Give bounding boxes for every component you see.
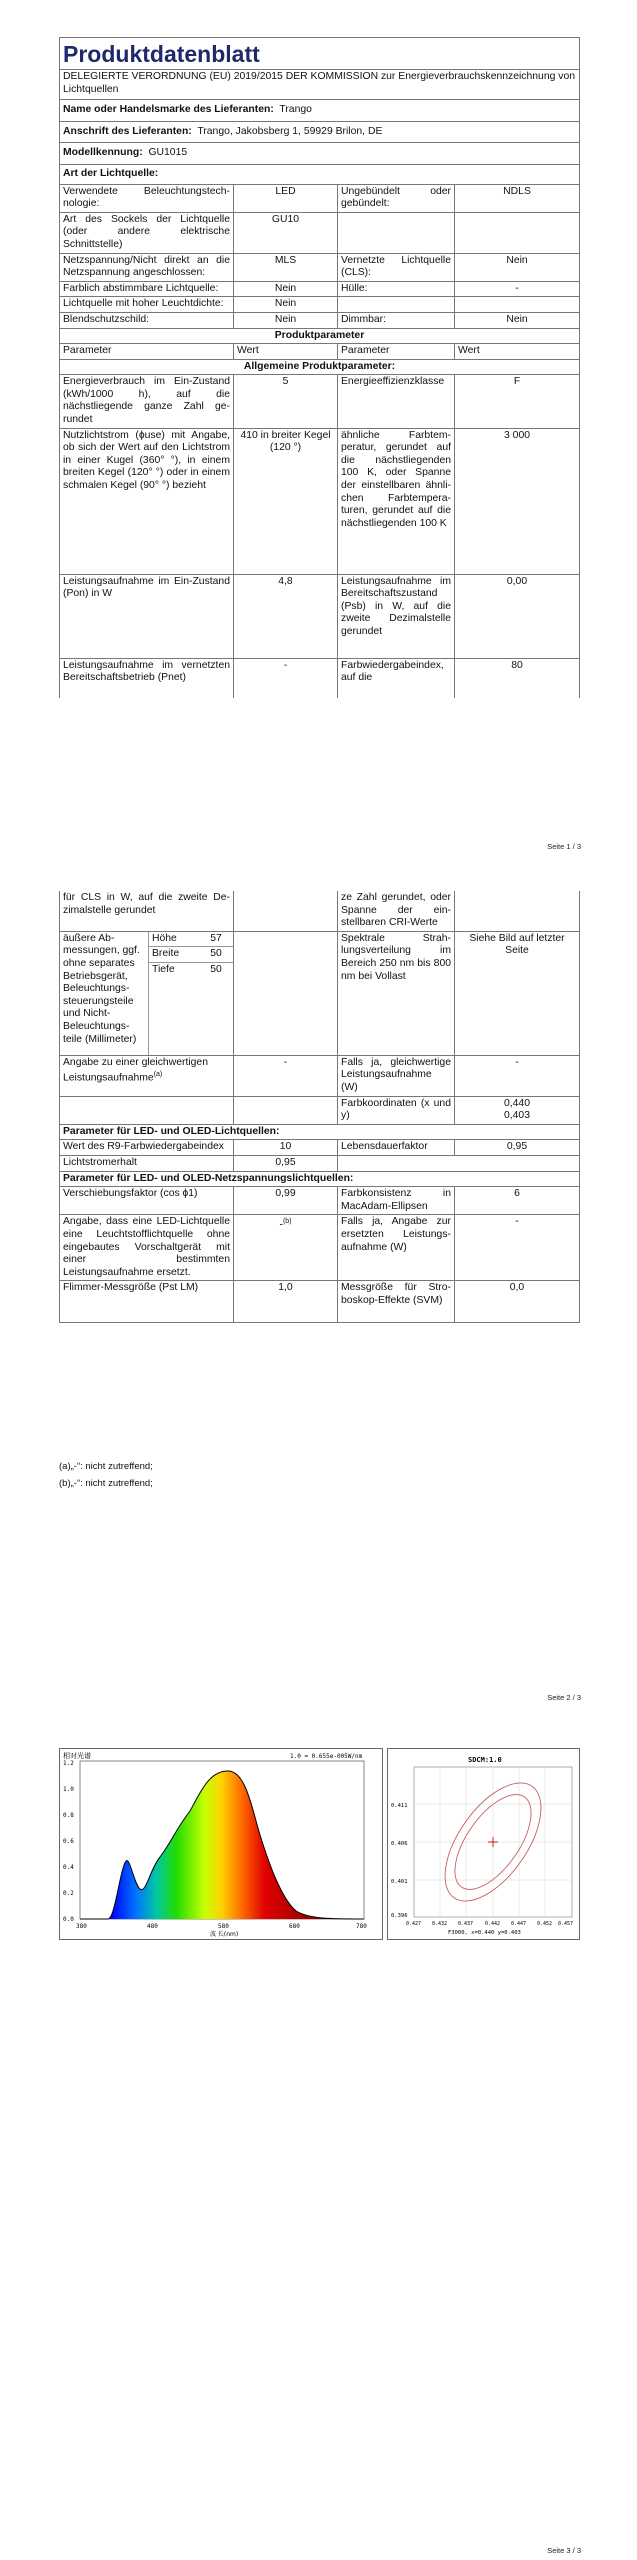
- type-row-value: NDLS: [455, 184, 580, 212]
- led-section-heading: Parameter für LED- und OLED-Lichtquellen:: [60, 1124, 580, 1140]
- type-row-label: Blendschutzschild:: [60, 312, 234, 328]
- replace-value: -: [279, 1219, 283, 1231]
- x-tick-label: 0.437: [458, 1921, 474, 1927]
- y-tick-label: 0.6: [63, 1838, 74, 1845]
- param-value: -: [455, 1055, 580, 1096]
- type-row: [60, 312, 580, 328]
- y-tick-label: 0.411: [391, 1803, 408, 1809]
- param-value: [455, 1096, 580, 1124]
- type-row-label: [338, 297, 455, 313]
- param-value: 0,00: [455, 574, 580, 658]
- page-title: Produktdatenblatt: [60, 38, 580, 70]
- param-label: [338, 1155, 455, 1171]
- supplier-address-label: Anschrift des Lieferanten:: [63, 125, 192, 137]
- type-row: [60, 253, 580, 281]
- general-params-heading: Allgemeine Produktparameter:: [60, 359, 580, 375]
- param-label: [60, 1096, 234, 1124]
- type-row-label: Lichtquelle mit hoher Leuchtdichte:: [60, 297, 234, 313]
- type-row-label: Vernetzte Lichtquelle (CLS):: [338, 253, 455, 281]
- type-row-label: Ungebündelt oder gebündelt:: [338, 184, 455, 212]
- x-tick-label: 380: [76, 1923, 87, 1930]
- y-tick-label: 0.0: [63, 1916, 74, 1923]
- param-row: [60, 574, 580, 658]
- spectrum-legend: 1.0 = 0.655e-005W/nm: [290, 1753, 363, 1760]
- param-value: 410 in breiter Kegel (120 °): [234, 428, 338, 574]
- y-tick-label: 1.0: [63, 1786, 74, 1793]
- x-tick-label: 480: [147, 1923, 158, 1930]
- param-value: 10: [234, 1140, 338, 1156]
- type-row-value: Nein: [234, 312, 338, 328]
- param-label: Energieverbrauch im Ein-Zustand (kWh/1000 h), auf die nächstliegende ganze Zahl gerundet: [60, 375, 234, 428]
- y-tick-label: 0.406: [391, 1841, 408, 1847]
- param-value: -: [455, 1215, 580, 1281]
- type-row: [60, 212, 580, 253]
- x-tick-label: 0.457: [558, 1921, 574, 1927]
- type-row: [60, 297, 580, 313]
- col-header-value: Wert: [455, 344, 580, 360]
- param-row: [60, 658, 580, 698]
- type-row-value: LED: [234, 184, 338, 212]
- datasheet-page-2: [59, 891, 579, 1323]
- param-value: 0,95: [455, 1140, 580, 1156]
- x-tick-label: 780: [356, 1923, 367, 1930]
- param-row: [60, 428, 580, 574]
- param-row: [60, 1055, 580, 1096]
- param-label: Leistungsaufnahme im Bereitschaftszustand (Psb) in W, auf die zweite Dezimalstelle gerundet: [338, 574, 455, 658]
- type-row-label: Farblich abstimmbare Lichtquelle:: [60, 281, 234, 297]
- dim-value: 50: [210, 948, 222, 960]
- mains-section-heading: Parameter für LED- und OLED-Netzspannungslichtquellen:: [60, 1171, 580, 1187]
- param-label: Wert des R9-Farbwiedergabeindex: [60, 1140, 234, 1156]
- x-tick-label: 0.442: [485, 1921, 501, 1927]
- param-value: [234, 1096, 338, 1124]
- page-3: [0, 1720, 637, 2560]
- type-row-label: Dimmbar:: [338, 312, 455, 328]
- macadam-svg: [388, 1749, 579, 1939]
- param-row: [60, 891, 580, 931]
- param-row: [60, 1281, 580, 1323]
- spectrum-chart: [59, 1748, 383, 1940]
- spectrum-svg: [60, 1749, 382, 1939]
- spectrum-title: 相对光谱: [63, 1752, 91, 1760]
- param-value: F: [455, 375, 580, 428]
- param-label: Farbwiedergabeindex, auf die: [338, 658, 455, 698]
- param-label: Leistungsaufnahme im vernetzten Bereitschaftsbetrieb (Pnet): [60, 658, 234, 698]
- equiv-label: Angabe zu einer gleichwertigen Leistungsaufnahme: [63, 1056, 208, 1084]
- param-value: [455, 1155, 580, 1171]
- type-row-value: [455, 212, 580, 253]
- param-value: 0,99: [234, 1187, 338, 1215]
- param-label: Falls ja, gleichwertige Leistungsaufnahme (W): [338, 1055, 455, 1096]
- model-value: GU1015: [148, 147, 188, 159]
- param-value: [455, 891, 580, 931]
- y-tick-label: 0.2: [63, 1890, 74, 1897]
- type-row-value: Nein: [234, 281, 338, 297]
- param-value: -: [234, 1055, 338, 1096]
- type-row-value: Nein: [234, 297, 338, 313]
- param-label: Verschiebungsfaktor (cos ɸ1): [60, 1187, 234, 1215]
- y-tick-label: 1.2: [63, 1760, 74, 1767]
- model-label: Modellkennung:: [63, 147, 143, 159]
- param-row: [60, 375, 580, 428]
- param-label: Messgröße für Stroboskop-Effekte (SVM): [338, 1281, 455, 1323]
- param-value: 5: [234, 375, 338, 428]
- param-label: ze Zahl gerundet, oder Spanne der einstellbaren CRI-Werte: [338, 891, 455, 931]
- chroma-y: 0,403: [503, 1110, 530, 1122]
- param-value: [234, 1215, 338, 1281]
- type-row: [60, 281, 580, 297]
- page-2: [0, 888, 637, 1708]
- param-label: Falls ja, Angabe zur ersetzten Leistungsaufnahme (W): [338, 1215, 455, 1281]
- type-row-label: Art des Sockels der Lichtquelle (oder andere elektrische Schnittstelle): [60, 212, 234, 253]
- params-band: Produktparameter: [60, 328, 580, 344]
- col-header-parameter: Parameter: [338, 344, 455, 360]
- macadam-title: SDCM:1.0: [468, 1756, 502, 1764]
- type-row-value: Nein: [455, 253, 580, 281]
- param-value: 4,8: [234, 574, 338, 658]
- x-tick-label: 680: [289, 1923, 300, 1930]
- param-value: 1,0: [234, 1281, 338, 1323]
- col-header-value: Wert: [234, 344, 338, 360]
- params-header-row: [60, 344, 580, 360]
- param-label: ähnliche Farbtemperatur, gerundet auf die nächstliegenden 100 K, oder Spanne der einstellbaren ähnlichen Farbtemperaturen, gerundet auf die nächstliegenden 100 K: [338, 428, 455, 574]
- params-table-continued: [59, 891, 580, 1323]
- param-label: Flimmer-Messgröße (Pst LM): [60, 1281, 234, 1323]
- x-tick-label: 0.447: [511, 1921, 527, 1927]
- dimensions-spacer: [234, 931, 338, 1055]
- footnote-ref: (a): [153, 1071, 163, 1079]
- type-row-value: -: [455, 281, 580, 297]
- type-row-value: [455, 297, 580, 313]
- param-row: [60, 1096, 580, 1124]
- param-label: Lichtstromerhalt: [60, 1155, 234, 1171]
- supplier-name-value: Trango: [279, 104, 312, 116]
- dim-name: Tiefe: [152, 963, 175, 975]
- x-tick-label: 0.427: [406, 1921, 422, 1927]
- param-label: Nutzlichtstrom (ɸuse) mit Angabe, ob sich der Wert auf den Lichtstrom in einer Kugel (360° °), in einem breiten Kegel (120° °) oder in einem schmalen Kegel (90° °) bezieht: [60, 428, 234, 574]
- x-tick-label: 0.432: [432, 1921, 448, 1927]
- y-tick-label: 0.401: [391, 1879, 408, 1885]
- supplier-name-label: Name oder Handelsmarke des Lieferanten:: [63, 104, 274, 116]
- param-value: -: [234, 658, 338, 698]
- param-row: [60, 1187, 580, 1215]
- param-row: [60, 1140, 580, 1156]
- type-row-value: Nein: [455, 312, 580, 328]
- param-row: [60, 1155, 580, 1171]
- y-tick-label: 0.8: [63, 1812, 74, 1819]
- supplier-address-value: Trango, Jakobsberg 1, 59929 Brilon, DE: [197, 125, 383, 137]
- param-label: [60, 1055, 234, 1096]
- param-value: Siehe Bild auf letzter Seite: [455, 931, 580, 1055]
- dim-name: Höhe: [152, 932, 177, 944]
- regulation-text: DELEGIERTE VERORDNUNG (EU) 2019/2015 DER KOMMISSION zur Energieverbrauchskennzeichnung von Lichtquellen: [60, 70, 580, 100]
- x-tick-label: 580: [218, 1923, 229, 1930]
- footnote-b: (b)„-“: nicht zutreffend;: [59, 1478, 153, 1489]
- type-row-value: GU10: [234, 212, 338, 253]
- param-label: für CLS in W, auf die zweite Dezimalstelle gerundet: [60, 891, 234, 931]
- param-label: Angabe, dass eine LED-Lichtquelle eine Leuchtstofflichtquelle ohne eingebautes Vorschaltgerät mit einer bestimmten Leistungsaufnahme ersetzt.: [60, 1215, 234, 1281]
- param-label: Farbkoordinaten (x und y): [338, 1096, 455, 1124]
- type-row: [60, 184, 580, 212]
- x-axis-label: 波 长(nm): [210, 1931, 239, 1938]
- param-label: Spektrale Strahlungsverteilung im Bereich 250 nm bis 800 nm bei Vollast: [338, 931, 455, 1055]
- type-row-value: MLS: [234, 253, 338, 281]
- param-label: Leistungsaufnahme im Ein-Zustand (Pon) in W: [60, 574, 234, 658]
- param-value: 0,95: [234, 1155, 338, 1171]
- page-number: Seite 1 / 3: [547, 842, 581, 851]
- type-row-label: Netzspannung/Nicht direkt an die Netzspannung angeschlossen:: [60, 253, 234, 281]
- type-row-label: Verwendete Beleuchtungstechnologie:: [60, 184, 234, 212]
- page-number: Seite 2 / 3: [547, 1693, 581, 1702]
- macadam-chart: [387, 1748, 580, 1940]
- supplier-table: [59, 37, 580, 698]
- type-label: Art der Lichtquelle:: [60, 164, 580, 184]
- chroma-x: 0,440: [503, 1097, 530, 1109]
- dim-name: Breite: [152, 948, 180, 960]
- datasheet-page-1: [59, 37, 579, 698]
- param-value: 80: [455, 658, 580, 698]
- y-tick-label: 0.396: [391, 1913, 408, 1919]
- footnote-ref: (b): [282, 1218, 292, 1226]
- dim-value: 50: [210, 963, 222, 975]
- param-label: Energieeffizienzklasse: [338, 375, 455, 428]
- param-value: 6: [455, 1187, 580, 1215]
- dim-value: 57: [210, 932, 222, 944]
- dimensions-label: äußere Abmessungen, ggf. ohne separates Betriebsgerät, Beleuchtungssteuerungsteile und Nicht-Beleuchtungsteile (Millimeter): [63, 932, 140, 1045]
- param-value: [234, 891, 338, 931]
- param-value: 3 000: [455, 428, 580, 574]
- col-header-parameter: Parameter: [60, 344, 234, 360]
- type-row-label: Hülle:: [338, 281, 455, 297]
- page-number: Seite 3 / 3: [547, 2546, 581, 2555]
- param-label: Lebensdauerfaktor: [338, 1140, 455, 1156]
- dimensions-cell: [60, 931, 234, 1055]
- macadam-readout: F3000, x=0.440 y=0.403: [448, 1930, 521, 1936]
- param-row: [60, 931, 580, 1055]
- y-tick-label: 0.4: [63, 1864, 74, 1871]
- footnote-a: (a)„-“: nicht zutreffend;: [59, 1461, 153, 1472]
- x-tick-label: 0.452: [537, 1921, 553, 1927]
- param-row: [60, 1215, 580, 1281]
- type-row-label: [338, 212, 455, 253]
- param-label: Farbkonsistenz in MacAdam-Ellipsen: [338, 1187, 455, 1215]
- param-value: 0,0: [455, 1281, 580, 1323]
- page-1: [0, 0, 637, 860]
